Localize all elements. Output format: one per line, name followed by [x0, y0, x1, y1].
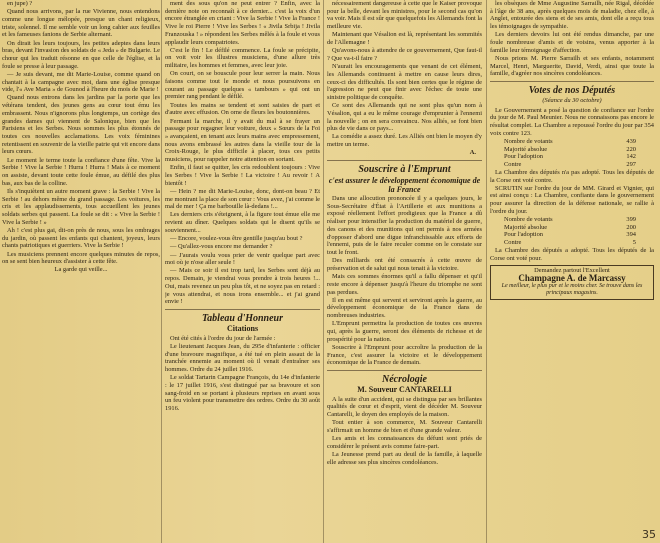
section-divider — [165, 309, 320, 310]
vote-row — [490, 161, 654, 169]
ad-tagline: Le meilleur, le plus pur et le moins cher. Se trouve dans les principaux magasins. — [501, 282, 643, 297]
vote-row — [490, 231, 654, 239]
souscrire-heading: Souscrire à l'Emprunt — [358, 164, 451, 176]
paragraph: — Qu'allez-vous encore me demander ? — [170, 243, 273, 251]
vote-row — [490, 224, 654, 232]
paragraph: La Chambre des députés a adopté. Tous les députés de la Corse ont voté pour. — [490, 246, 654, 262]
vote-value: 399 — [626, 216, 636, 224]
paragraph: ment des sous qu'on ne peut entrer ? Enfin, avec la dernière note on reconnaît à ce dernier... c'est la voix d'un encore étranglée en criant : Vive la Serbie ! Vive la France ! Vive le roi Pierre ! Vive les Serbes ! « Jivila Srbija ! Jivila Franzouska ! » répondent les Serbes mêlés à la foule et vous applaudir leurs compatriotes. — [165, 0, 320, 46]
column-1 — [0, 0, 160, 543]
closing-line: La garde qui veille... — [54, 266, 108, 274]
paragraph: en jupe) ? — [7, 0, 33, 7]
vote-value: 220 — [626, 145, 636, 153]
paragraph: Les musiciens prennent encore quelques minutes de repos, on se sent bien heureux d'assister à cette fête. — [2, 250, 160, 266]
votes-subheading: (Séance du 30 octobre) — [542, 97, 602, 105]
vote-row — [490, 138, 654, 146]
ad-brand: Champagne A. de Marcassy — [518, 273, 626, 283]
ad-line: Demandez partout l'Excellent — [534, 267, 610, 275]
paragraph: — Mais ce soir il est trop tard, les Serbes sont déjà au repos. Demain, je viendrai vous prendre à trois heures !... Oui, mais revenez un peu plus tôt, et ne soyez pas en retard : je vous attendrai, et nous irons ensemble... et j'ai grand envie ! — [165, 267, 320, 306]
necrologie-heading: Nécrologie — [382, 374, 427, 386]
votes-heading: Votes de nos Députés — [528, 85, 616, 97]
paragraph: Ce sont des Allemands qui ne sont plus qu'un nom à Vésalion, qui a eu le même courage d'emprunter à l'ennemi la nouvelle ; on en sera convaincu. Nos alliés, se font bien plus de vie dans ce pays... — [327, 102, 482, 133]
paragraph: C'est le fin ! Le défilé commence. La foule se précipite, on voit voir les illustres musiciens, d'une allure très militaire, les hommes et femmes, avec leur joie. — [165, 46, 320, 70]
souscrire-subheading: c'est assurer le développement économique de la France — [328, 176, 481, 195]
paragraph: Qu'avons-nous à attendre de ce gouvernement, Que faut-il ? Que va-t-il faire ? — [327, 47, 482, 62]
paragraph: Le Gouvernement a posé la question de confiance sur l'ordre du jour de M. Paul Meunier. Nous ne connaissons pas encore le résultat complet. La Chambre a repoussé l'ordre du jour par 354 voix contre 123. — [490, 106, 654, 137]
paragraph: Tout entier à son commerce, M. Souveur Cantarelli s'affirmait un homme de bien et d'une grande valeur. — [327, 419, 482, 435]
paragraph: Ah ! c'est plus gai, dit-on près de nous, sous les ombrages du jardin, où passent les enfants qui chantent, joyeux, leurs chants patriotiques et guerriers. Vive la Serbie ! — [2, 226, 160, 250]
section-divider — [327, 370, 482, 371]
paragraph: Le moment le terme toute la confiance d'une fête. Vive la Serbie ! Vive la Serbie ! Hurra ! Hurra ! Mais à ce moment on assiste, devant toute cette foule émue, au défilé des plus bas, aux bas de la colline. — [2, 156, 160, 187]
section-divider — [490, 81, 654, 82]
paragraph: — Hein ? me dit Marie-Louise, donc, dont-on beau ? Et me montrant la place de son cœur : Vous avez, j'ai comme le mal de mer ! Ça me barbouille là-dedans !... — [165, 187, 320, 211]
vote-value: 5 — [632, 239, 636, 247]
vote-value: 142 — [626, 153, 636, 161]
paragraph: — Je suis devant, me dit Marie-Louise, comme quand on chantait à la campagne avec moi, dans une église presque vide, l'« Ave Maria » de Gounod à l'heure du mois de Marie ! — [2, 70, 160, 94]
vote-label: Contre — [504, 161, 522, 169]
paragraph: La comédie a assez duré. Les Alliés ont bien le moyen d'y mettre un terme. — [327, 133, 482, 149]
vote-row — [490, 146, 654, 154]
paragraph: nécessairement dangereuse à cette que le Kaiser provoque pour la belle, devant les ministres, pour le second cas qu'on va voir. Mais il est sûr que quelquefois les Allemands font la meilleure vie. — [327, 0, 482, 31]
paragraph: Quand nous entrons dans les jardins par la porte que les vétérans tendent, des jeunes gens au cœur tout ému les embrassent. Nous n'ignorons plus longtemps, un cortège des grandes dames qui viennent de Salonique, bien que les Parisiens et les Serbes. Nous sommes les plus étonnés de toutes ces nouvelles acclamations. Les voix féminines retentissent en souvenir de la vieille patrie qui vit encore dans leurs cœurs. — [2, 94, 160, 156]
tableau-heading: Tableau d'Honneur — [201, 312, 284, 324]
paragraph: La Jeunesse prend part au deuil de la famille, à laquelle elle adresse ses plus sincères condoléances. — [327, 451, 482, 466]
paragraph: Les amis et les connaissances du défunt sont priés de considérer le présent avis comme faire-part. — [327, 435, 482, 450]
paragraph: N'aurait les encouragements que venant de cet élément, les Allemands continuent à mettre en cause leurs dires, ceux-ci des difficultés. Ils sont bien certes que le régime de l'agression ne peut que finir avec l'échec de toute une sinistre politique de conquête. — [327, 63, 482, 101]
paragraph: Les derniers cris s'éteignent, à la figure tout émue elle me revient au dîner. Quelques soldats qui le disent qu'ils se souviennent... — [165, 211, 320, 234]
vote-value: 439 — [626, 138, 636, 146]
vote-row — [490, 216, 654, 224]
vote-label: Majorité absolue — [504, 145, 548, 153]
paragraph: Enfin, il faut se quitter, les cris redoublent toujours : Vive les Serbes ! Vive la Serbie ! La victoire ! Au revoir ! A bientôt ! — [165, 164, 320, 187]
vote-row — [490, 239, 654, 247]
column-rule — [486, 0, 487, 543]
column-4 — [490, 0, 654, 543]
vote-value: 200 — [626, 223, 636, 231]
champagne-advertisement — [490, 265, 654, 300]
citations-heading: Citations — [226, 323, 259, 333]
paragraph: On court, on se bouscule pour leur serrer la main. Nous faisons comme tout le monde et nous poursuivons en courant au passage quelques « tambours » qui ont un premier rang pendant le défilé. — [165, 70, 320, 101]
section-divider — [327, 160, 482, 161]
paragraph: Quand nous arrivons, par la rue Vivienne, nous entendons comme une longue mélopée, presque un chant religieux, triste, solennel. Il me semble voir un long cahier aux feuilles et les fameuses fanions de Serbie alternant. — [2, 8, 160, 39]
page-number: 35 — [642, 528, 656, 541]
paragraph: SCRUTIN sur l'ordre du jour de MM. Girard et Vignier, qui est ainsi conçu : La Chambre, confiante dans le gouvernement pour assurer la direction de la défense nationale, se rallie à l'ordre du jour. — [490, 184, 654, 215]
vote-label: Nombre de votants — [504, 216, 553, 224]
paragraph: Dans une allocution prononcée il y a quelques jours, le Sous-Secrétaire d'État à l'Artillerie et aux munitions a exposé réellement l'effort prodigieux que la France a dû réaliser pour intensifier la production du matériel de guerre, des canons et des munitions qui ont permis à nos armées d'opposer d'abord une digue infranchissable aux efforts de l'ennemi, puis de le faire reculer comme on le constate sur tout le front. — [327, 195, 482, 256]
vote-label: Nombre de votants — [504, 138, 553, 146]
paragraph: Ont été cités à l'ordre du jour de l'armée : — [170, 334, 276, 342]
paragraph: — Encore, voulez-vous être gentille jusqu'au bout ? — [170, 235, 303, 243]
paragraph: On dirait les leurs toujours, les petites adeptes dans leurs bras, devant l'invasion des soldats de « Jeda » de Bulgarie. Le chœur qui les traduit résonne en que celle de l'église, et la foule se presse à leur passage. — [2, 39, 160, 70]
column-3 — [327, 0, 482, 543]
paragraph: Le soldat Tartarin Campagne François, du 14e d'infanterie : le 17 juillet 1916, s'est distingué par sa bravoure et son sang-froid en se portant à plusieurs reprises en avant sous un feu violent pour transmettre des ordres. Ordre du 30 août 1916. — [165, 374, 320, 412]
paragraph: A la suite d'un accident, qui se distingua par ses brillantes qualités de cœur et d'esprit, vient de décéder M. Souveur Cantarelli, le doyen des employés de la maison. — [327, 395, 482, 419]
vote-row — [490, 153, 654, 161]
paragraph: — J'aurais voulu vous prier de venir quelque part avec moi où je n'ose aller seule ! — [165, 251, 320, 267]
paragraph: Maintenant que Vésalion est là, représentant les sommités de l'Allemagne ! — [327, 31, 482, 47]
vote-label: Contre — [504, 239, 522, 247]
paragraph: La Chambre des députés n'a pas adopté. Tous les députés de la Corse ont voté contre. — [490, 168, 654, 184]
vote-label: Pour l'adoption — [504, 153, 543, 161]
vote-value: 394 — [626, 231, 636, 239]
paragraph: Nous prions M. Pierre Sarrailh et ses enfants, notamment Marcel, Henri, Marguerite, David, Verdi, ainsi que toute la famille, d'agréer nos sincères condoléances. — [490, 54, 654, 78]
paragraph: Ils s'inquiètent un autre moment grave : la Serbie ! Vive la Serbie ! au dehors même du grand passage. Les voitures, les cris et les applaudissements, tous accueillent les jeunes soldats serbes qui passent. La foule se dit : « Vive la Serbie ! Vive la Serbie ! » — [2, 187, 160, 226]
paragraph: Le lieutenant Jacques Jean, du 295e d'infanterie : officier d'une bravoure magnifique, a été tué en plein assaut de la tranchée ennemie au moment où il venait d'entraîner ses hommes. Ordre du 24 juillet 1916. — [165, 342, 320, 373]
paragraph: Toutes les mains se tendent et sont saisies de part et d'autre avec effusion. On orne de fleurs les boutonnières. — [165, 101, 320, 117]
paragraph: Des milliards ont été consacrés à cette œuvre de préservation et de salut qui nous tenait à la victoire. — [327, 257, 482, 272]
paragraph: les obsèques de Mme Augustine Sarrailh, née Rigal, décédée à l'âge de 38 ans, après quelques mois de maladie, chez elle, à Anglet, entourée des siens et de ses amis, dont elle a reçu tous les témoignages de sympathie. — [490, 0, 654, 31]
vote-label: Majorité absolue — [504, 223, 548, 231]
paragraph: L'Emprunt permettra la production de toutes ces œuvres qui, après la guerre, seront des éléments de richesse et de prospérité pour la nation. — [327, 320, 482, 343]
paragraph: Mais ces sommes énormes qu'il a fallu dépenser et qu'il reste encore à dépenser jusqu'à l'heure du triomphe ne sont pas perdues. — [327, 273, 482, 296]
vote-value: 297 — [626, 161, 636, 169]
column-2 — [165, 0, 320, 543]
column-rule — [161, 0, 162, 543]
paragraph: Fermant la marche, il y avait du mal à se frayer un passage pour regagner leur voiture, deux « Sœurs de la Foi » avançaient, en tenant aux leurs mains avec empressement, nous avons embrassé les autres dans la vieille tour de la Croix-Rouge, le plus difficile à placer, tous ces petits musiciens, pour rappeler notre attention en sortant. — [165, 117, 320, 164]
necrologie-name: M. Souveur CANTARELLI — [357, 385, 452, 395]
paragraph: Les derniers devoirs lui ont été rendus dimanche, par une foule nombreuse d'amis et de voisins, venus apporter à la famille leur témoignage d'affection. — [490, 31, 654, 54]
signature: A. — [469, 149, 476, 157]
paragraph: Souscrire à l'Emprunt pour accroître la production de la France, c'est assurer la victoire et le développement économique de la France de demain. — [327, 343, 482, 367]
paragraph: Il en est même qui servent et serviront après la guerre, au développement économique de la France dans de nombreuses industries. — [327, 296, 482, 320]
column-rule — [323, 0, 324, 543]
vote-label: Pour l'adoption — [504, 231, 543, 239]
